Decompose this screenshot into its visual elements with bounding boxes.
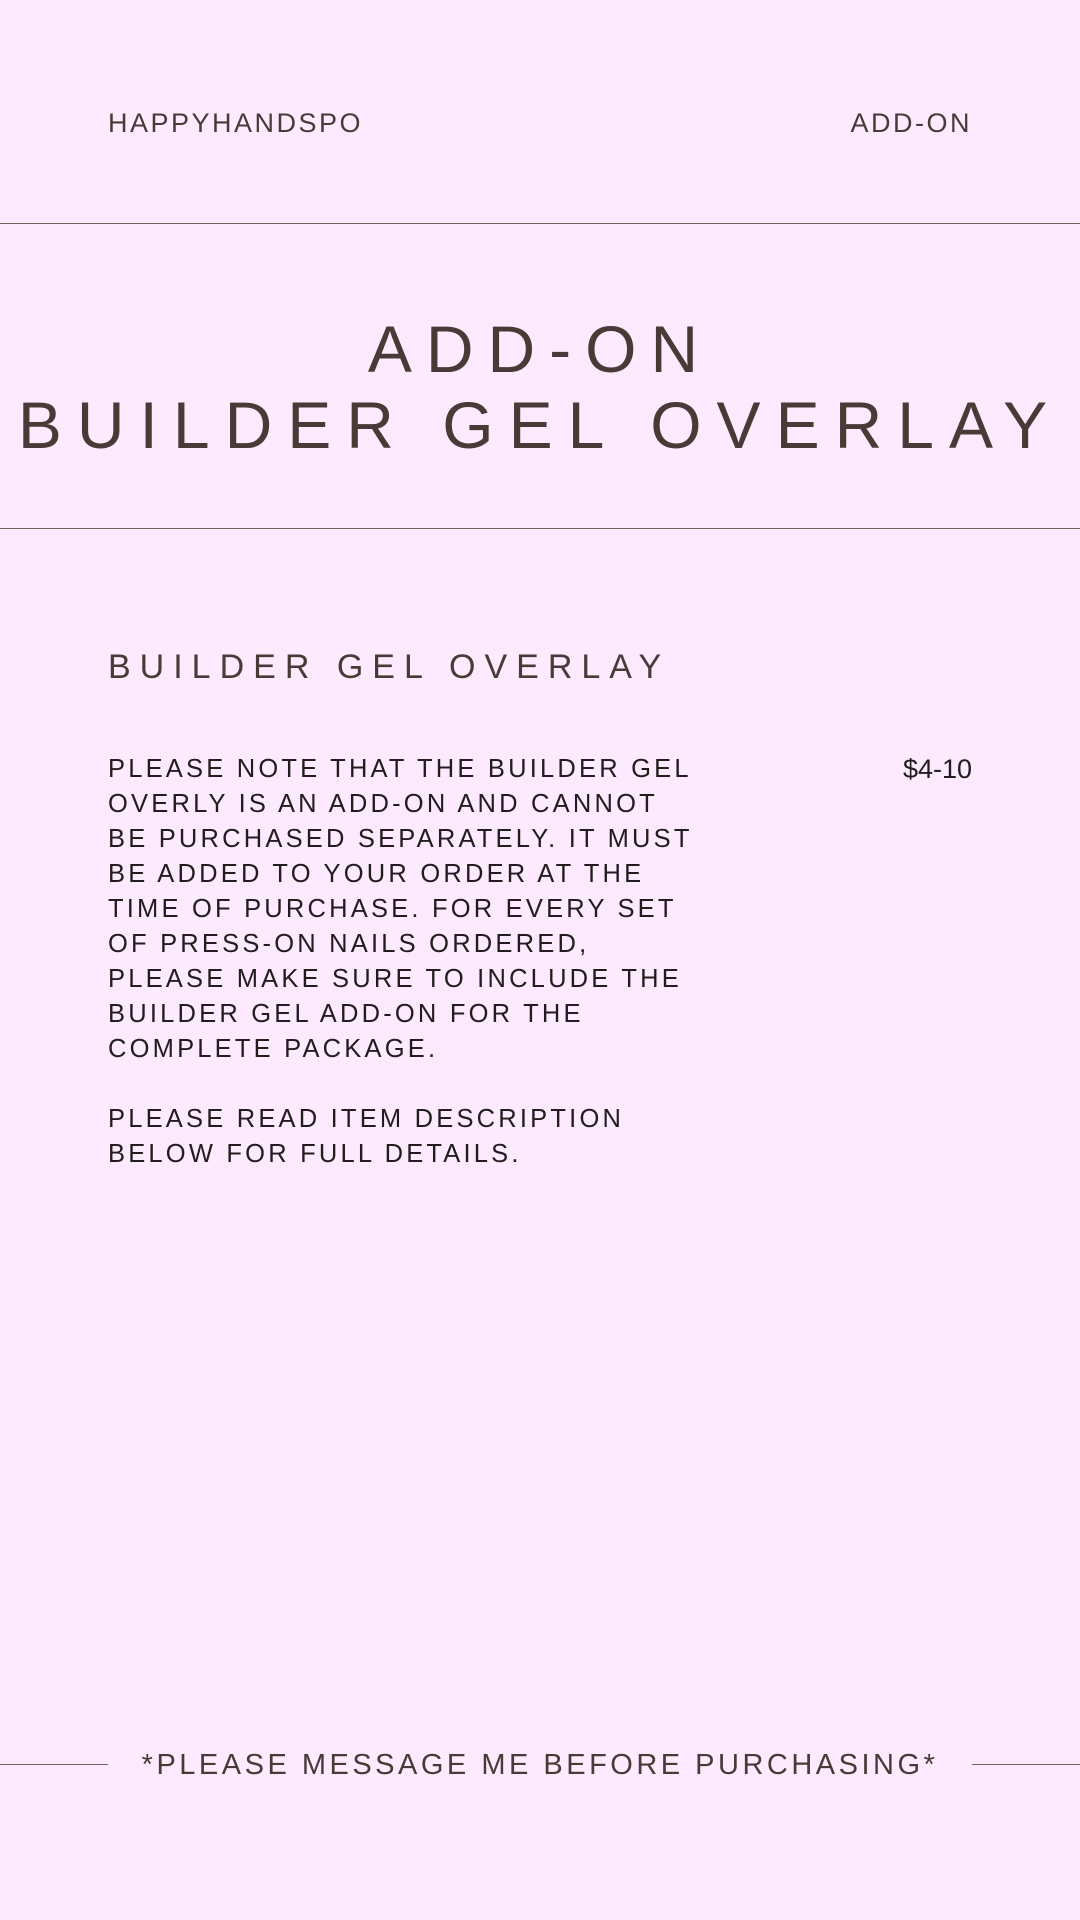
item-price: $4-10 [902,754,972,784]
brand-name[interactable]: HAPPYHANDSPO [108,108,364,138]
hero-title-line2: BUILDER GEL OVERLAY [17,388,1063,462]
item-title: BUILDER GEL OVERLAY [108,648,671,686]
hero-banner [0,224,1080,529]
footer-divider-left [0,1764,108,1765]
description-paragraph: PLEASE READ ITEM DESCRIPTION BELOW FOR FULL DETAILS. [108,1105,625,1168]
footer-divider-right [972,1764,1080,1765]
category-label: ADD-ON [850,108,972,138]
hero-title-line1: ADD-ON [367,312,713,386]
description-paragraph: PLEASE NOTE THAT THE BUILDER GEL OVERLY IS AN ADD-ON AND CANNOT BE PURCHASED SEPARATELY. IT MUST BE ADDED TO YOUR ORDER AT THE TIME OF PURCHASE. FOR EVERY SET OF PRESS-ON NAILS ORDERED, PLEASE MAKE SURE TO INCLUDE THE BUILDER GEL ADD-ON FOR THE COMPLETE PACKAGE. [108,755,693,1063]
top-bar [0,0,1080,224]
footer-note: *PLEASE MESSAGE ME BEFORE PURCHASING* [141,1749,939,1781]
item-description [108,752,708,1207]
